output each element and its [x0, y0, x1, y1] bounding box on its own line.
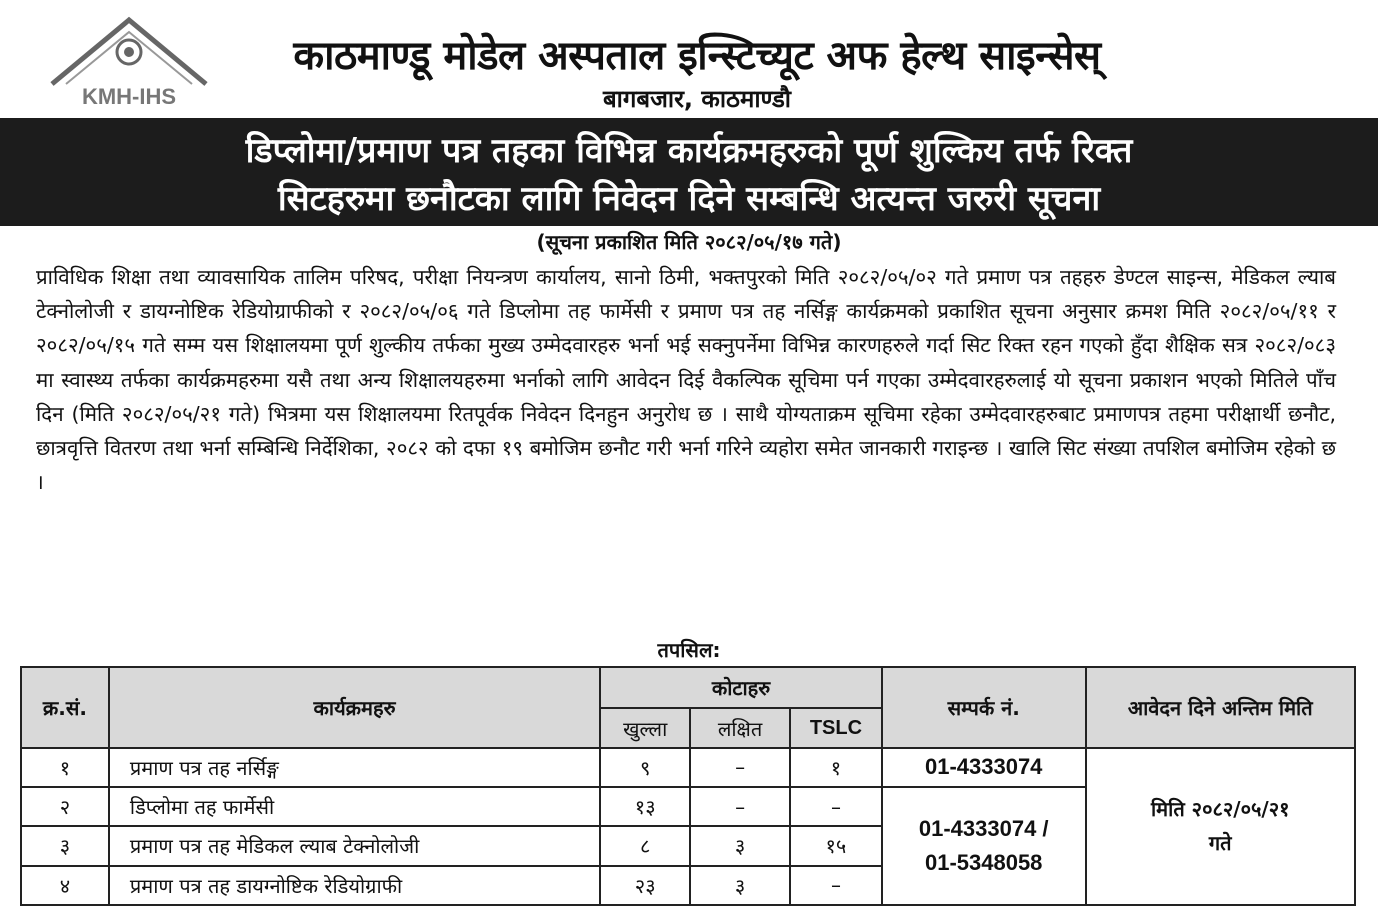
header-quota: कोटाहरु — [600, 667, 882, 708]
publication-date: (सूचना प्रकाशित मिति २०८२/०५/१७ गते) — [536, 230, 842, 254]
header-sn: क्र.सं. — [21, 667, 109, 748]
row-targeted: – — [690, 748, 790, 787]
notice-header — [0, 0, 1378, 118]
row-tslc: – — [790, 787, 882, 826]
header-program: कार्यक्रमहरु — [109, 667, 600, 748]
contact-number-1: 01-4333074 — [882, 748, 1086, 787]
notice-title-banner — [0, 118, 1378, 226]
row-tslc: १५ — [790, 826, 882, 865]
row-program: डिप्लोमा तह फार्मेसी — [109, 787, 600, 826]
deadline-date: मिति २०८२/०५/२१ — [1151, 797, 1290, 822]
row-open: १३ — [600, 787, 690, 826]
row-targeted: – — [690, 787, 790, 826]
organization-address: बागबजार, काठमाण्डौ — [602, 85, 792, 113]
details-label: तपसिल: — [657, 638, 721, 662]
header-open: खुल्ला — [600, 708, 690, 747]
notice-title-line1: डिप्लोमा/प्रमाण पत्र तहका विभिन्न कार्यक्रमहरुको पूर्ण शुल्किय तर्फ रिक्त — [245, 131, 1133, 171]
header-deadline: आवेदन दिने अन्तिम मिति — [1086, 667, 1355, 748]
row-sn: २ — [21, 787, 109, 826]
row-open: २३ — [600, 866, 690, 905]
header-targeted: लक्षित — [690, 708, 790, 747]
organization-name: काठमाण्डू मोडेल अस्पताल इन्स्टिच्यूट अफ हेल्थ साइन्सेस् — [293, 33, 1101, 79]
contact-number-2 — [882, 787, 1086, 905]
vacant-seats-table — [20, 666, 1356, 906]
contact-number-2-line1: 01-4333074 / — [918, 816, 1049, 841]
row-sn: १ — [21, 748, 109, 787]
table-row — [21, 748, 1355, 787]
contact-number-2-line2: 01-5348058 — [924, 850, 1043, 875]
header-contact: सम्पर्क नं. — [882, 667, 1086, 748]
header-tslc: TSLC — [790, 708, 882, 747]
row-program: प्रमाण पत्र तह नर्सिङ्ग — [109, 748, 600, 787]
application-deadline — [1086, 748, 1355, 905]
logo-text: KMH-IHS — [81, 84, 177, 108]
deadline-suffix: गते — [1208, 831, 1232, 856]
row-tslc: – — [790, 866, 882, 905]
row-program: प्रमाण पत्र तह मेडिकल ल्याब टेक्नोलोजी — [109, 826, 600, 865]
row-targeted: ३ — [690, 866, 790, 905]
row-sn: ४ — [21, 866, 109, 905]
row-sn: ३ — [21, 826, 109, 865]
row-open: ८ — [600, 826, 690, 865]
row-targeted: ३ — [690, 826, 790, 865]
row-tslc: १ — [790, 748, 882, 787]
notice-title-line2: सिटहरुमा छनौटका लागि निवेदन दिने सम्बन्धि अत्यन्त जरुरी सूचना — [277, 179, 1101, 219]
row-open: ९ — [600, 748, 690, 787]
kmh-ihs-logo — [44, 14, 214, 108]
row-program: प्रमाण पत्र तह डायग्नोष्टिक रेडियोग्राफी — [109, 866, 600, 905]
notice-body: प्राविधिक शिक्षा तथा व्यावसायिक तालिम परिषद, परीक्षा नियन्त्रण कार्यालय, सानो ठिमी, भक्तपुरको मिति २०८२/०५/०२ गते प्रमाण पत्र तहहरु डेण्टल साइन्स, मेडिकल ल्याब टेक्नोलोजी र डायग्नोष्टिक रेडियोग्राफीको र २०८२/०५/०६ गते डिप्लोमा तह फार्मेसी र प्रमाण पत्र तह नर्सिङ्ग कार्यक्रमको प्रकाशित सूचना अनुसार क्रमश मिति २०८२/०५/११ र २०८२/०५/१५ गते सम्म यस शिक्षालयमा पूर्ण शुल्कीय तर्फका मुख्य उम्मेदवारहरु भर्ना भई सक्नुपर्नेमा विभिन्न कारणहरुले गर्दा सिट रिक्त रहन गएको हुँदा शैक्षिक सत्र २०८२/०८३ मा स्वास्थ्य तर्फका कार्यक्रमहरुमा यसै तथा अन्य शिक्षालयहरुमा भर्नाको लागि आवेदन दिई वैकल्पिक सूचिमा पर्न गएका उम्मेदवारहरुलाई यो सूचना प्रकाशन भएको मितिले पाँच दिन (मिति २०८२/०५/२१ गते) भित्रमा यस शिक्षालयमा रितपूर्वक निवेदन दिनहुन अनुरोध छ । साथै योग्यताक्रम सूचिमा रहेका उम्मेदवारहरुबाट प्रमाणपत्र तहमा परीक्षार्थी छनौट, छात्रवृत्ति वितरण तथा भर्ना सम्बिन्धि निर्देशिका, २०८२ को दफा १९ बमोजिम छनौट गरी भर्ना गरिने व्यहोरा समेत जानकारी गराइन्छ । खालि सिट संख्या तपशिल बमोजिम रहेको छ । — [36, 265, 1336, 495]
